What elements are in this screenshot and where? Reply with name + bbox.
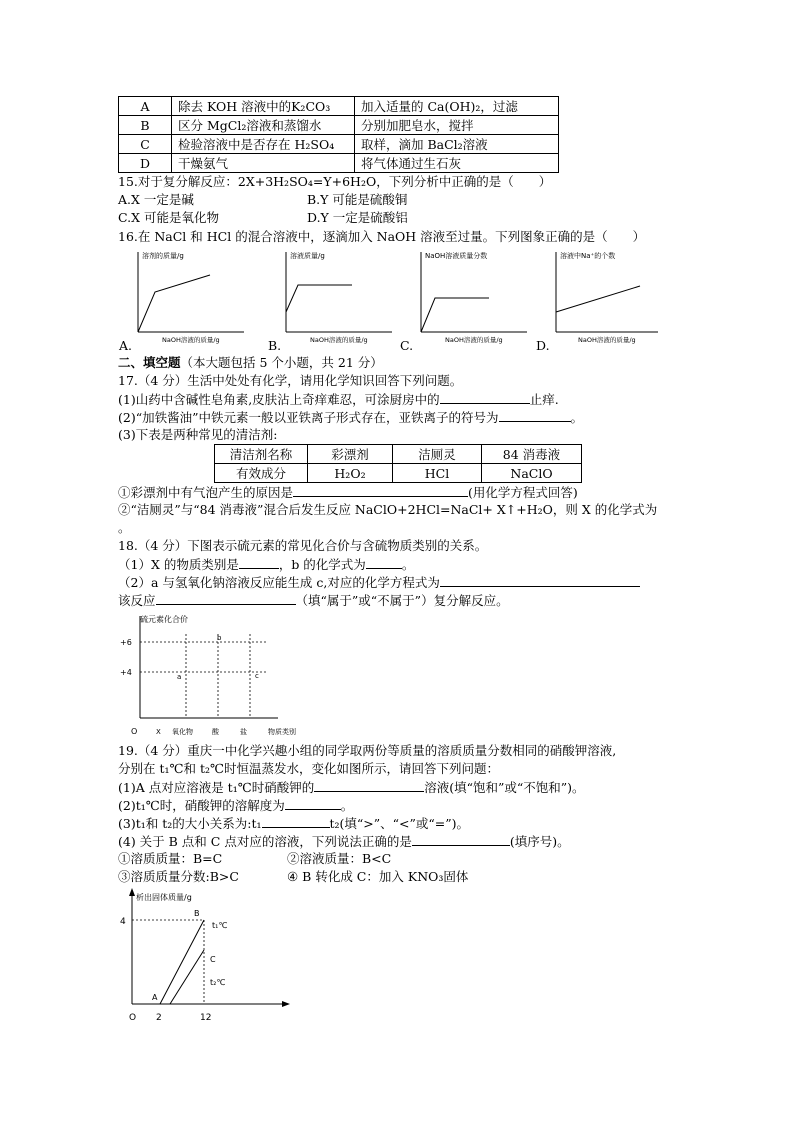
q19-t1-label: t₁℃	[212, 921, 228, 930]
answer-blank[interactable]	[156, 592, 296, 605]
q18-xcat: 盐	[240, 728, 247, 736]
q17-stem: 17.（4 分）生活中处处有化学，请用化学知识回答下列问题。	[118, 373, 463, 388]
q19-option-4: ④ B 转化成 C：加入 KNO₃固体	[287, 869, 469, 884]
table-row: C 检验溶液中是否存在 H₂SO₄ 取样，滴加 BaCl₂溶液	[119, 135, 559, 154]
answer-blank[interactable]	[412, 833, 510, 846]
q19-origin: O	[129, 1013, 137, 1023]
answer-blank[interactable]	[293, 484, 468, 497]
q17-part2: (2)“加铁酱油”中铁元素一般以亚铁离子形式存在，亚铁离子的符号为 。	[118, 410, 584, 425]
cleaner-table	[214, 444, 582, 483]
table-row: B 区分 MgCl₂溶液和蒸馏水 分别加肥皂水，搅拌	[119, 116, 559, 135]
q16-d-letter: D.	[536, 338, 550, 353]
q16-stem: 16.在 NaCl 和 HCl 的混合溶液中，逐滴加入 NaOH 溶液至过量。下列图象正确的是（ ）	[118, 229, 646, 244]
q17-sub2: ②“洁厕灵”与“84 消毒液”混合后发生反应 NaClO+2HCl=NaCl+ X↑+H₂O，则 X 的化学式为	[118, 502, 658, 517]
table-row: D 干燥氨气 将气体通过生石灰	[119, 154, 559, 173]
q16-b-letter: B.	[268, 338, 282, 353]
q15-stem: 15.对于复分解反应：2X+3H₂SO₄=Y+6H₂O，下列分析中正确的是（ ）	[118, 174, 552, 189]
q18-xcat: 氧化物	[172, 728, 193, 736]
q16-b-xlabel: NaOH溶液的质量/g	[310, 336, 368, 344]
q16-d-xlabel: NaOH溶液的质量/g	[578, 336, 636, 344]
q16-a-letter: A.	[119, 338, 133, 353]
answer-blank[interactable]	[366, 556, 402, 569]
q17-sub2-end: 。	[118, 520, 131, 535]
q19-part4: (4) 关于 B 点和 C 点对应的溶液，下列说法正确的是 (填序号)。	[118, 834, 570, 849]
q18-point-a: a	[177, 673, 182, 681]
q16-a-ylabel: 溶剂的质量/g	[142, 252, 184, 260]
q18-stem: 18.（4 分）下图表示硫元素的常见化合价与含硫物质类别的关系。	[118, 538, 488, 553]
q18-y4: +4	[120, 668, 132, 677]
answer-blank[interactable]	[440, 574, 640, 587]
q16-graph-b	[268, 248, 403, 348]
answer-blank[interactable]	[440, 391, 530, 404]
q15-opt-b: B.Y 可能是硫酸铜	[307, 192, 408, 207]
q16-b-ylabel: 溶液质量/g	[290, 252, 325, 260]
q18-xcat: 酸	[212, 728, 219, 736]
q18-point-c: c	[255, 672, 259, 680]
q19-point-c: C	[210, 955, 216, 964]
q19-option-3: ③溶质质量分数:B>C	[118, 869, 239, 884]
answer-blank[interactable]	[262, 815, 330, 828]
q19-stem2: 分别在 t₁℃和 t₂℃时恒温蒸发水，变化如图所示，请回答下列问题：	[118, 761, 499, 776]
q18-ylabel: 硫元素化合价	[140, 615, 188, 624]
q19-t2-label: t₂℃	[210, 978, 226, 987]
q16-graph-c	[401, 248, 536, 348]
q18-y6: +6	[120, 638, 132, 647]
q18-sulfur-chart	[118, 612, 318, 742]
table-row: 有效成分 H₂O₂ HCl NaClO	[215, 464, 582, 483]
options-table	[118, 96, 559, 173]
q18-origin: O	[131, 727, 138, 736]
q15-opt-d: D.Y 一定是硫酸铝	[307, 210, 408, 225]
q16-a-xlabel: NaOH溶液的质量/g	[162, 336, 220, 344]
q19-x12: 12	[200, 1013, 212, 1023]
q19-stem1: 19.（4 分）重庆一中化学兴趣小组的同学取两份等质量的溶质质量分数相同的硝酸钾溶液,	[118, 743, 617, 758]
q16-c-xlabel: NaOH溶液的质量/g	[445, 336, 503, 344]
q16-c-ylabel: NaOH溶液质量分数	[425, 252, 488, 260]
q19-y4: 4	[120, 917, 126, 927]
q15-opt-a: A.X 一定是碱	[118, 192, 194, 207]
q19-point-a: A	[152, 993, 158, 1002]
q16-graph-d	[536, 248, 666, 348]
q19-part1: (1)A 点对应溶液是 t₁℃时硝酸钾的 溶液(填“饱和”或“不饱和”)。	[118, 780, 585, 795]
q18-point-b: b	[217, 634, 222, 642]
q18-part2: （2）a 与氢氧化钠溶液反应能生成 c,对应的化学方程式为	[118, 574, 640, 591]
q19-ylabel: 析出固体质量/g	[136, 893, 192, 902]
q18-xlabel: 物质类别	[268, 728, 296, 736]
answer-blank[interactable]	[239, 556, 279, 569]
table-row: 清洁剂名称 彩漂剂 洁厕灵 84 消毒液	[215, 445, 582, 464]
answer-blank[interactable]	[285, 797, 341, 810]
q17-part1: (1)山药中含碱性皂角素,皮肤沾上奇痒难忍，可涂厨房中的 止痒.	[118, 392, 559, 407]
q18-xcat: X	[156, 728, 161, 736]
q16-d-ylabel: 溶液中Na⁺的个数	[560, 252, 616, 260]
answer-blank[interactable]	[499, 409, 571, 422]
q19-x2: 2	[156, 1013, 162, 1023]
q15-opt-c: C.X 可能是氧化物	[118, 210, 219, 225]
q16-graph-a	[118, 248, 253, 348]
q17-part3: (3)下表是两种常见的清洁剂:	[118, 427, 278, 442]
table-row: A 除去 KOH 溶液中的K₂CO₃ 加入适量的 Ca(OH)₂，过滤	[119, 97, 559, 116]
q19-evaporation-chart	[112, 886, 302, 1026]
q19-part2: (2)t₁℃时，硝酸钾的溶解度为 。	[118, 798, 354, 813]
answer-blank[interactable]	[314, 779, 424, 792]
q17-sub1: ①彩漂剂中有气泡产生的原因是 (用化学方程式回答)	[118, 485, 578, 500]
q16-c-letter: C.	[400, 338, 414, 353]
q19-option-1: ①溶质质量：B=C	[118, 851, 223, 866]
section-heading: 二、填空题（本大题包括 5 个小题，共 21 分）	[118, 355, 383, 370]
q19-option-2: ②溶液质量：B<C	[287, 851, 392, 866]
q19-part3: (3)t₁和 t₂的大小关系为:t₁ t₂(填“>”、“<”或“=”)。	[118, 816, 470, 831]
q18-part3: 该反应 （填“属于”或“不属于”）复分解反应。	[118, 593, 509, 608]
q19-point-b: B	[194, 909, 200, 918]
q18-part1: （1）X 的物质类别是 ，b 的化学式为 。	[118, 557, 415, 572]
